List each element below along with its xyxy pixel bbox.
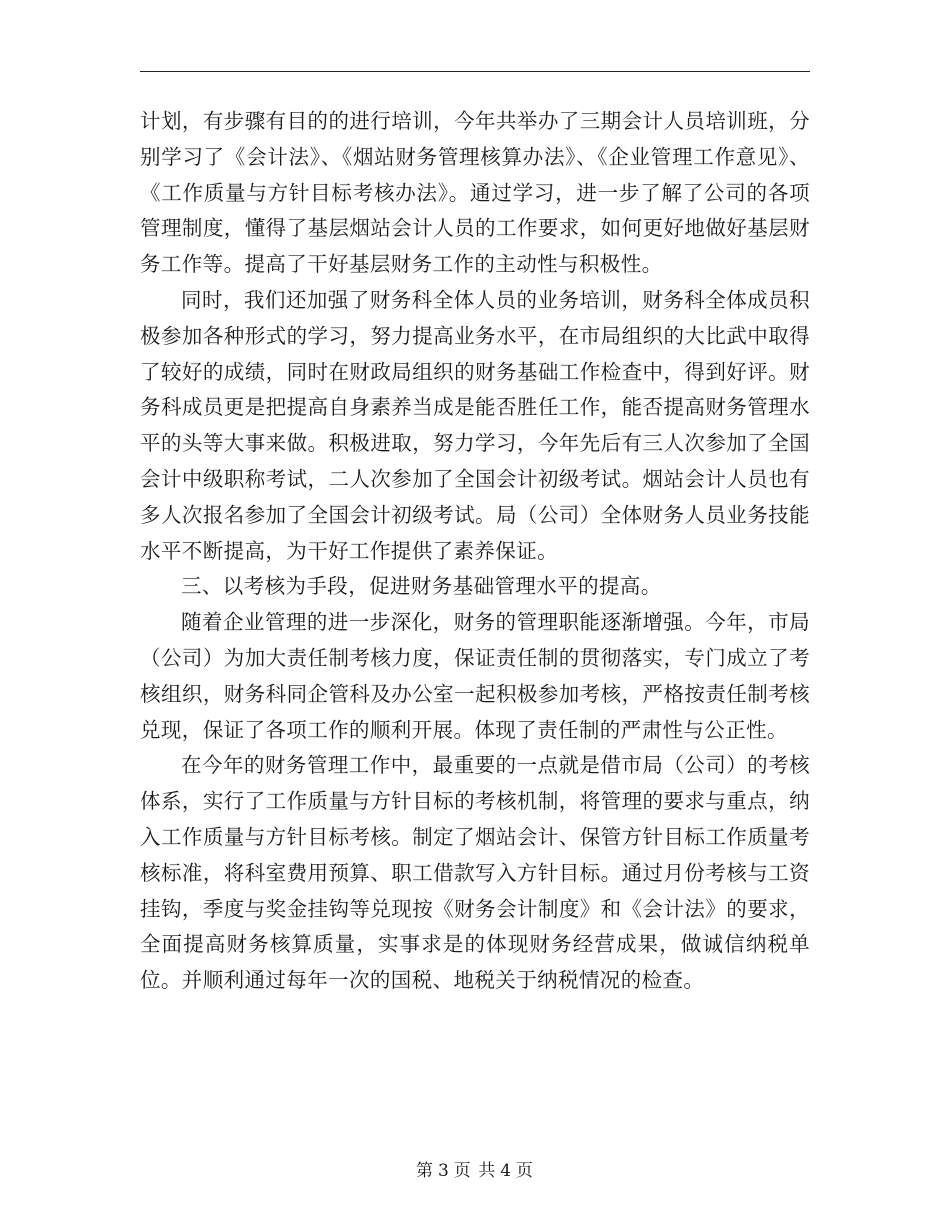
header-rule <box>140 71 810 72</box>
paragraph-assessment-mechanism: 在今年的财务管理工作中，最重要的一点就是借市局（公司）的考核体系，实行了工作质量与方针目标的考核机制，将管理的要求与重点，纳入工作质量与方针目标考核。制定了烟站会计、保管方针目标工作质量考核标准，将科室费用预算、职工借款写入方针目标。通过月份考核与工资挂钩，季度与奖金挂钩等兑现按《财务会计制度》和《会计法》的要求，全面提高财务核算质量，实事求是的体现财务经营成果，做诚信纳税单位。并顺利通过每年一次的国税、地税关于纳税情况的检查。 <box>140 753 810 993</box>
section-heading-assessment: 三、以考核为手段，促进财务基础管理水平的提高。 <box>181 574 662 599</box>
paragraph-training-plan: 计划，有步骤有目的的进行培训，今年共举办了三期会计人员培训班，分别学习了《会计法》、《烟站财务管理核算办法》、《企业管理工作意见》、《工作质量与方针目标考核办法》。通过学习，进一步了解了公司的各项管理制度，懂得了基层烟站会计人员的工作要求，如何更好地做好基层财务工作等。提高了干好基层财务工作的主动性与积极性。 <box>140 109 810 277</box>
footer-prefix: 第 <box>415 1161 434 1181</box>
page-footer <box>0 1156 950 1181</box>
current-page-number: 3 <box>437 1161 450 1181</box>
total-page-number: 4 <box>500 1161 513 1181</box>
paragraph-responsibility-assessment: 随着企业管理的进一步深化，财务的管理职能逐渐增强。今年，市局（公司）为加大责任制考核力度，保证责任制的贯彻落实，专门成立了考核组织，财务科同企管科及办公室一起积极参加考核，严格按责任制考核兑现，保证了各项工作的顺利开展。体现了责任制的严肃性与公正性。 <box>140 610 810 742</box>
document-body <box>140 104 810 999</box>
paragraph-staff-training: 同时，我们还加强了财务科全体人员的业务培训，财务科全体成员积极参加各种形式的学习，努力提高业务水平，在市局组织的大比武中取得了较好的成绩，同时在财政局组织的财务基础工作检查中，得到好评。财务科成员更是把提高自身素养当成是能否胜任工作，能否提高财务管理水平的头等大事来做。积极进取，努力学习，今年先后有三人次参加了全国会计中级职称考试，二人次参加了全国会计初级考试。烟站会计人员也有多人次报名参加了全国会计初级考试。局（公司）全体财务人员业务技能水平不断提高，为干好工作提供了素养保证。 <box>140 287 810 563</box>
footer-suffix: 页 <box>516 1161 535 1181</box>
footer-mid: 页 共 <box>453 1161 497 1181</box>
